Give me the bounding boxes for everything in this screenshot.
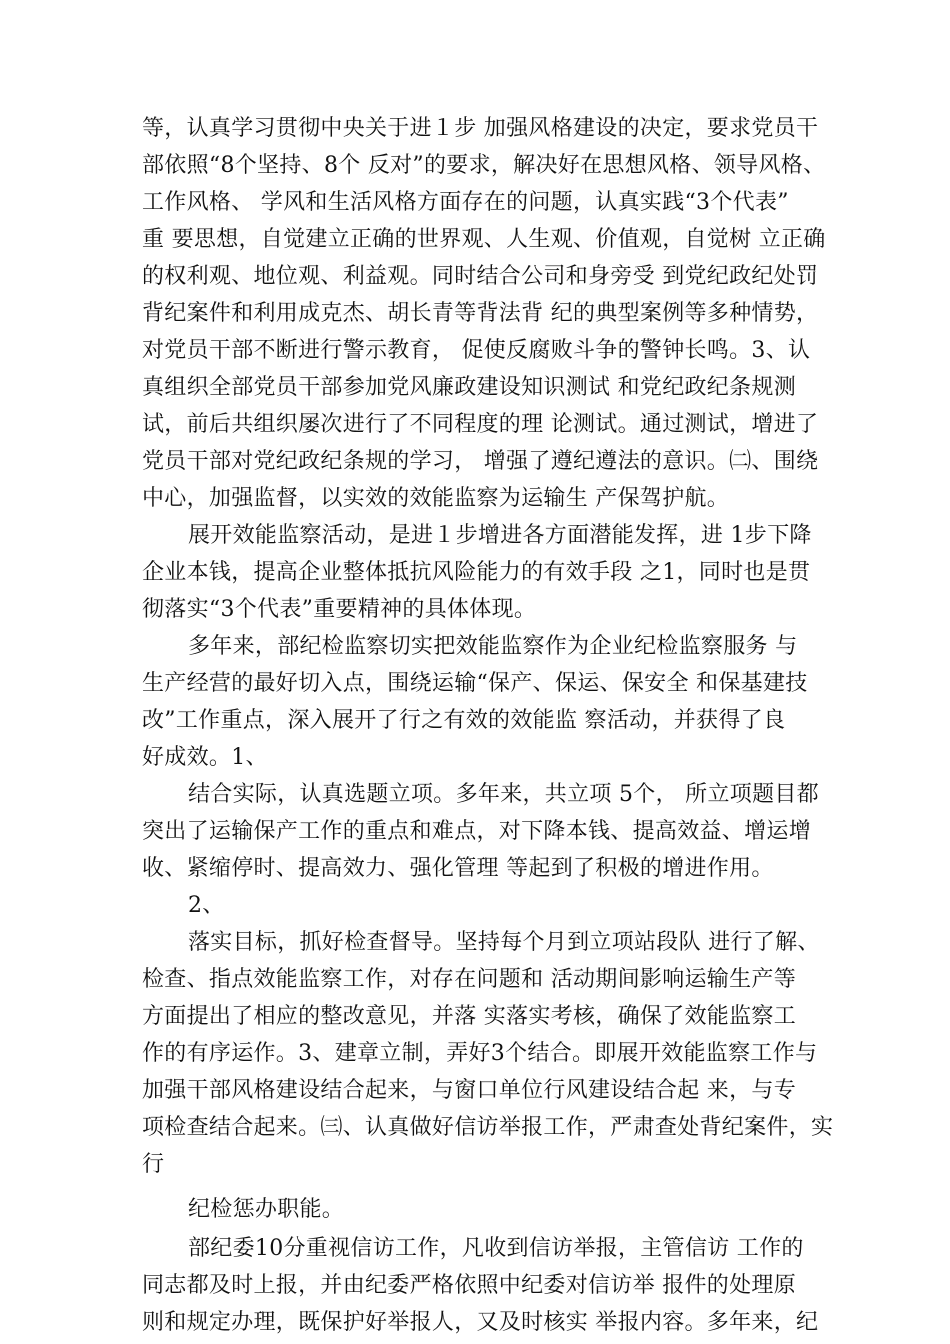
text-line: 加强干部风格建设结合起来，与窗口单位行风建设结合起 来，与专 (142, 1078, 796, 1103)
text-line: 的权利观、地位观、利益观。同时结合公司和身旁受 到党纪政纪处罚 (142, 264, 819, 289)
text-line: 试，前后共组织屡次进行了不同程度的理 论测试。通过测试，增进了 (142, 412, 819, 437)
text-line: 工作风格、 学风和生活风格方面存在的问题，认真实践“3个代表” (142, 190, 789, 215)
text-line: 同志都及时上报，并由纪委严格依照中纪委对信访举 报件的处理原 (142, 1273, 796, 1298)
text-line: 突出了运输保产工作的重点和难点，对下降本钱、提高效益、增运增 (142, 819, 812, 844)
paragraph-start-line: 纪检惩办职能。 (188, 1197, 345, 1222)
text-line: 收、紧缩停时、提高效力、强化管理 等起到了积极的增进作用。 (142, 856, 774, 881)
text-line: 部依照“8个坚持、8个 反对”的要求，解决好在思想风格、领导风格、 (142, 153, 826, 178)
text-line: 作的有序运作。3、建章立制，弄好3个结合。即展开效能监察工作与 (142, 1041, 818, 1066)
text-line: 中心，加强监督，以实效的效能监察为运输生 产保驾护航。 (142, 486, 730, 511)
text-line: 方面提出了相应的整改意见，并落 实落实考核，确保了效能监察工 (142, 1004, 796, 1029)
text-line: 真组织全部党员干部参加党风廉政建设知识测试 和党纪政纪条规测 (142, 375, 796, 400)
text-line: 党员干部对党纪政纪条规的学习， 增强了遵纪遵法的意识。㈡、围绕 (142, 449, 819, 474)
paragraph-start-line: 部纪委10分重视信访工作，凡收到信访举报，主管信访 工作的 (188, 1236, 804, 1261)
paragraph-start-line: 2、 (188, 893, 225, 918)
text-line: 企业本钱，提高企业整体抵抗风险能力的有效手段 之1，同时也是贯 (142, 560, 811, 585)
text-line: 则和规定办理，既保护好举报人，又及时核实 举报内容。多年来，纪 (142, 1310, 819, 1335)
text-line: 等，认真学习贯彻中央关于进１步 加强风格建设的决定，要求党员干 (142, 116, 819, 141)
text-line: 生产经营的最好切入点，围绕运输“保产、保运、保安全 和保基建技 (142, 671, 808, 696)
paragraph-start-line: 展开效能监察活动，是进１步增进各方面潜能发挥，进 1步下降 (188, 523, 812, 548)
text-line: 检查、指点效能监察工作，对存在问题和 活动期间影响运输生产等 (142, 967, 796, 992)
text-line: 项检查结合起来。㈢、认真做好信访举报工作，严肃查处背纪案件，实 (142, 1115, 834, 1140)
text-line: 彻落实“3个代表”重要精神的具体体现。 (142, 597, 537, 622)
paragraph-start-line: 结合实际，认真选题立项。多年来，共立项 5个， 所立项题目都 (188, 782, 819, 807)
text-line: 背纪案件和利用成克杰、胡长青等背法背 纪的典型案例等多种情势， (142, 301, 819, 326)
text-line: 重 要思想，自觉建立正确的世界观、人生观、价值观，自觉树 立正确 (142, 227, 826, 252)
text-line: 对党员干部不断进行警示教育， 促使反腐败斗争的警钟长鸣。3、认 (142, 338, 811, 363)
text-line: 改”工作重点，深入展开了行之有效的效能监 察活动，并获得了良 (142, 708, 786, 733)
paragraph-start-line: 落实目标，抓好检查督导。坚持每个月到立项站段队 进行了解、 (188, 930, 820, 955)
paragraph-start-line: 多年来，部纪检监察切实把效能监察作为企业纪检监察服务 与 (188, 634, 798, 659)
text-line: 行 (142, 1152, 165, 1177)
text-line: 好成效。1、 (142, 745, 268, 770)
